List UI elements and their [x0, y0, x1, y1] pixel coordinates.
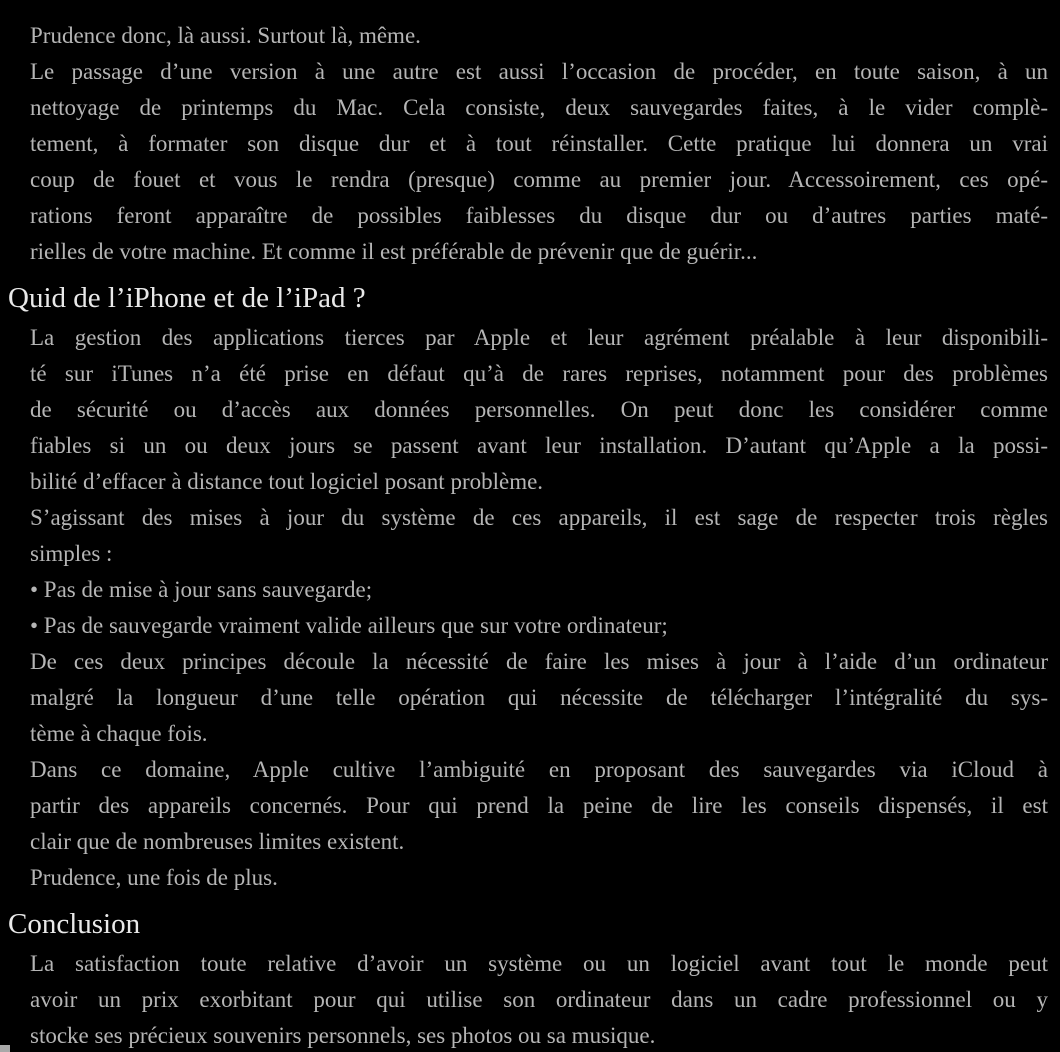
paragraph [30, 752, 1048, 860]
text-line: clair que de nombreuses limites existent. [30, 829, 405, 854]
text-line: • Pas de sauvegarde vraiment valide ailleurs que sur votre ordinateur; [30, 613, 668, 638]
text-line: tement, à formater son disque dur et à tout réinstaller. Cette pratique lui donnera un vrai [30, 131, 1048, 156]
paragraph [30, 320, 1048, 500]
paragraph [30, 500, 1048, 572]
bullet-item [30, 608, 1048, 644]
text-line: Prudence donc, là aussi. Surtout là, même. [30, 23, 421, 48]
paragraph [30, 946, 1048, 1052]
paragraph [30, 18, 1048, 54]
text-line: bilité d’effacer à distance tout logiciel posant problème. [30, 469, 544, 494]
text-line: La satisfaction toute relative d’avoir un système ou un logiciel avant tout le monde peut [30, 951, 1048, 976]
text-line: rielles de votre machine. Et comme il est préférable de prévenir que de guérir... [30, 239, 758, 264]
paragraph [30, 644, 1048, 752]
section-heading: Quid de l’iPhone et de l’iPad ? [8, 282, 366, 314]
text-line: té sur iTunes n’a été prise en défaut qu’à de rares reprises, notamment pour des problèmes [30, 361, 1048, 386]
paragraph [30, 860, 1048, 896]
text-line: partir des appareils concernés. Pour qui prend la peine de lire les conseils dispensés, il est [30, 793, 1048, 818]
text-line: Prudence, une fois de plus. [30, 865, 278, 890]
text-line: La gestion des applications tierces par Apple et leur agrément préalable à leur disponibili- [30, 325, 1048, 350]
page-progress-marker [0, 1045, 10, 1052]
text-line: • Pas de mise à jour sans sauvegarde; [30, 577, 373, 602]
text-line: avoir un prix exorbitant pour qui utilise son ordinateur dans un cadre professionnel ou y [30, 987, 1048, 1012]
text-line: Dans ce domaine, Apple cultive l’ambiguité en proposant des sauvegardes via iCloud à [30, 757, 1048, 782]
paragraph [30, 54, 1048, 270]
text-line: coup de fouet et vous le rendra (presque) comme au premier jour. Accessoirement, ces opé- [30, 167, 1048, 192]
text-line: fiables si un ou deux jours se passent avant leur installation. D’autant qu’Apple a la possi- [30, 433, 1048, 458]
text-line: Le passage d’une version à une autre est aussi l’occasion de procéder, en toute saison, à un [30, 59, 1048, 84]
text-line: de sécurité ou d’accès aux données personnelles. On peut donc les considérer comme [30, 397, 1048, 422]
text-line: malgré la longueur d’une telle opération qui nécessite de télécharger l’intégralité du sys- [30, 685, 1048, 710]
text-line: tème à chaque fois. [30, 721, 208, 746]
text-line: rations feront apparaître de possibles faiblesses du disque dur ou d’autres parties maté- [30, 203, 1048, 228]
text-line: nettoyage de printemps du Mac. Cela consiste, deux sauvegardes faites, à le vider complè- [30, 95, 1048, 120]
text-line: S’agissant des mises à jour du système de ces appareils, il est sage de respecter trois règles [30, 505, 1048, 530]
bullet-item [30, 572, 1048, 608]
text-line: stocke ses précieux souvenirs personnels, ses photos ou sa musique. [30, 1023, 656, 1048]
text-line: simples : [30, 541, 113, 566]
text-line: De ces deux principes découle la nécessité de faire les mises à jour à l’aide d’un ordinateur [30, 649, 1048, 674]
section-heading: Conclusion [8, 908, 141, 940]
